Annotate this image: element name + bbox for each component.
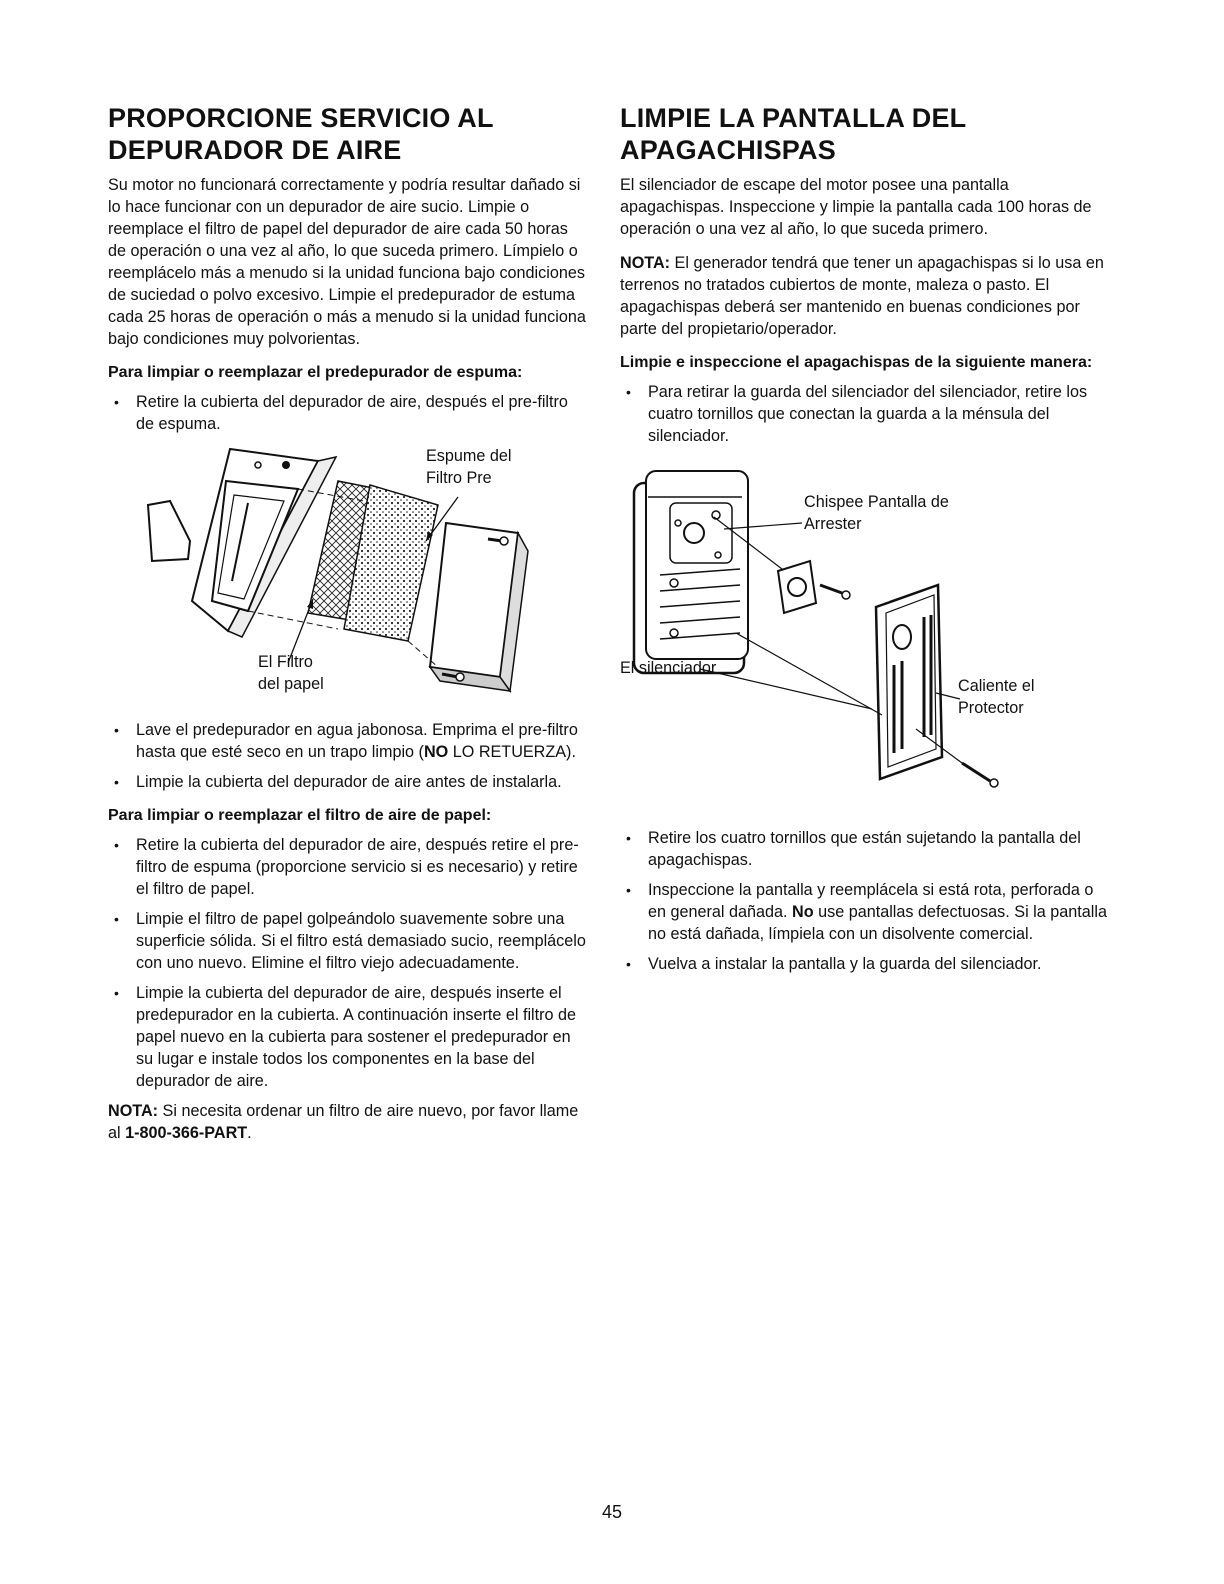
label-text: Chispee Pantalla de <box>804 493 949 511</box>
bullet-icon: • <box>114 911 119 927</box>
air-cleaner-base-tab <box>148 501 190 561</box>
title-line: PROPORCIONE SERVICIO AL <box>108 103 494 133</box>
bullet-icon: • <box>626 830 631 846</box>
foam-steps <box>108 391 590 435</box>
paper-heading: Para limpiar o reemplazar el filtro de aire de papel: <box>108 807 492 824</box>
bullet-icon: • <box>626 384 631 400</box>
label-text: Filtro Pre <box>426 469 492 487</box>
air-filter-note <box>108 1100 590 1144</box>
title-line: APAGACHISPAS <box>620 135 836 165</box>
section-title-spark-arrester <box>620 102 1110 166</box>
spark-steps-continued <box>620 827 1110 975</box>
air-cleaner-illustration <box>108 441 590 715</box>
section-title-air-cleaner <box>108 102 590 166</box>
list-item <box>108 771 590 793</box>
screw-icon <box>962 763 998 787</box>
list-item <box>108 719 590 763</box>
label-foam-prefilter <box>426 445 511 489</box>
foam-heading: Para limpiar o reemplazar el predepurador de espuma: <box>108 364 523 381</box>
note-label: NOTA: <box>620 254 671 272</box>
list-item <box>620 381 1110 447</box>
muffler-figure <box>620 457 1110 827</box>
list-item <box>620 953 1110 975</box>
bullet-icon: • <box>626 956 631 972</box>
label-text: del papel <box>258 675 324 693</box>
bullet-icon: • <box>114 837 119 853</box>
screw-icon <box>820 585 850 599</box>
list-item-text: Retire la cubierta del depurador de aire, después el pre-filtro de espuma. <box>136 393 568 433</box>
list-item-text: Limpie la cubierta del depurador de aire antes de instalarla. <box>136 773 562 791</box>
list-item <box>108 908 590 974</box>
bullet-icon: • <box>114 394 119 410</box>
list-item-text: Retire los cuatro tornillos que están sujetando la pantalla del apagachispas. <box>648 829 1081 869</box>
list-item-text: LO RETUERZA). <box>448 743 576 761</box>
bullet-icon: • <box>114 985 119 1001</box>
note-text: El generador tendrá que tener un apagachispas si lo usa en terrenos no tratados cubiertos de monte, maleza o pasto. El apagachispas deberá ser mantenido en buenas condiciones por parte del propietario/operador. <box>620 254 1104 338</box>
list-item <box>620 879 1110 945</box>
bullet-icon: • <box>114 774 119 790</box>
list-item-text: Limpie la cubierta del depurador de aire, después inserte el predepurador en la cubierta. A continuación inserte el filtro de papel nuevo en la cubierta para sostener el predepurador en su lugar e instale todos los componentes en la base del depurador de aire. <box>136 984 577 1090</box>
label-text: El Filtro <box>258 653 313 671</box>
spark-arrester-heading: Limpie e inspeccione el apagachispas de la siguiente manera: <box>620 354 1093 371</box>
bullet-icon: • <box>114 722 119 738</box>
note-label: NOTA: <box>108 1102 159 1120</box>
title-line: DEPURADOR DE AIRE <box>108 135 402 165</box>
emphasis: NO <box>423 743 449 761</box>
intro-paragraph: Su motor no funcionará correctamente y podría resultar dañado si lo hace funcionar con un depurador de aire sucio. Limpie o reemplace el filtro de papel del depurador de aire cada 50 horas de operación o una vez al año, lo que suceda primero. Límpielo o reemplácelo más a menudo si la unidad funciona bajo condiciones de suciedad o polvo excesivo. Limpie el predepurador de estuma cada 25 horas de operación o más a menudo si la unidad funciona bajo condiciones muy polvorientas. <box>108 176 586 348</box>
label-text: Protector <box>958 699 1024 717</box>
label-spark-arrester <box>804 491 949 535</box>
list-item-text: Para retirar la guarda del silenciador del silenciador, retire los cuatro tornillos que conectan la guarda a la ménsula del silenciador. <box>648 383 1088 445</box>
note-text: Si necesita ordenar un filtro de aire nuevo, por favor llame al <box>108 1102 579 1142</box>
list-item <box>108 834 590 900</box>
list-item-text: Retire la cubierta del depurador de aire, después retire el pre-filtro de espuma (proporcione servicio si es necesario) y retire el filtro de papel. <box>136 836 579 898</box>
bullet-icon: • <box>626 882 631 898</box>
label-paper-filter <box>258 651 324 695</box>
label-muffler <box>620 657 716 679</box>
intro-paragraph: El silenciador de escape del motor posee una pantalla apagachispas. Inspeccione y limpie la pantalla cada 100 horas de operación o una vez al año, lo que suceda primero. <box>620 176 1092 238</box>
emphasis: No <box>792 903 814 921</box>
right-column <box>620 102 1110 983</box>
label-text: El silenciador <box>620 659 717 677</box>
label-text: Arrester <box>804 515 862 533</box>
list-item <box>108 391 590 435</box>
paper-steps <box>108 834 590 1092</box>
foam-steps-continued <box>108 719 590 793</box>
label-text: Caliente el <box>958 677 1035 695</box>
air-cleaner-figure <box>108 441 590 715</box>
spark-steps <box>620 381 1110 447</box>
label-text: Espume del <box>426 447 512 465</box>
phone-number: 1-800-366-PART <box>125 1124 248 1142</box>
list-item-text: Lave el predepurador en agua jabonosa. Emprima el pre-filtro hasta que esté seco en un trapo limpio ( <box>136 721 578 761</box>
label-heat-shield <box>958 675 1035 719</box>
list-item-text: Vuelva a instalar la pantalla y la guarda del silenciador. <box>648 955 1042 973</box>
list-item-text: use pantallas defectuosas. Si la pantalla no está dañada, límpiela con un disolvente comercial. <box>648 903 1107 943</box>
note-text: . <box>247 1124 252 1142</box>
list-item-text: Inspeccione la pantalla y reemplácela si está rota, perforada o en general dañada. <box>648 881 1094 921</box>
list-item-text: Limpie el filtro de papel golpeándolo suavemente sobre una superficie sólida. Si el filtro está demasiado sucio, reemplácelo con uno nuevo. Elimine el filtro viejo adecuadamente. <box>136 910 586 972</box>
spark-arrester-note <box>620 252 1110 340</box>
title-line: LIMPIE LA PANTALLA DEL <box>620 103 967 133</box>
list-item <box>620 827 1110 871</box>
list-item <box>108 982 590 1092</box>
page-number: 45 <box>601 1502 623 1522</box>
left-column <box>108 102 590 1144</box>
